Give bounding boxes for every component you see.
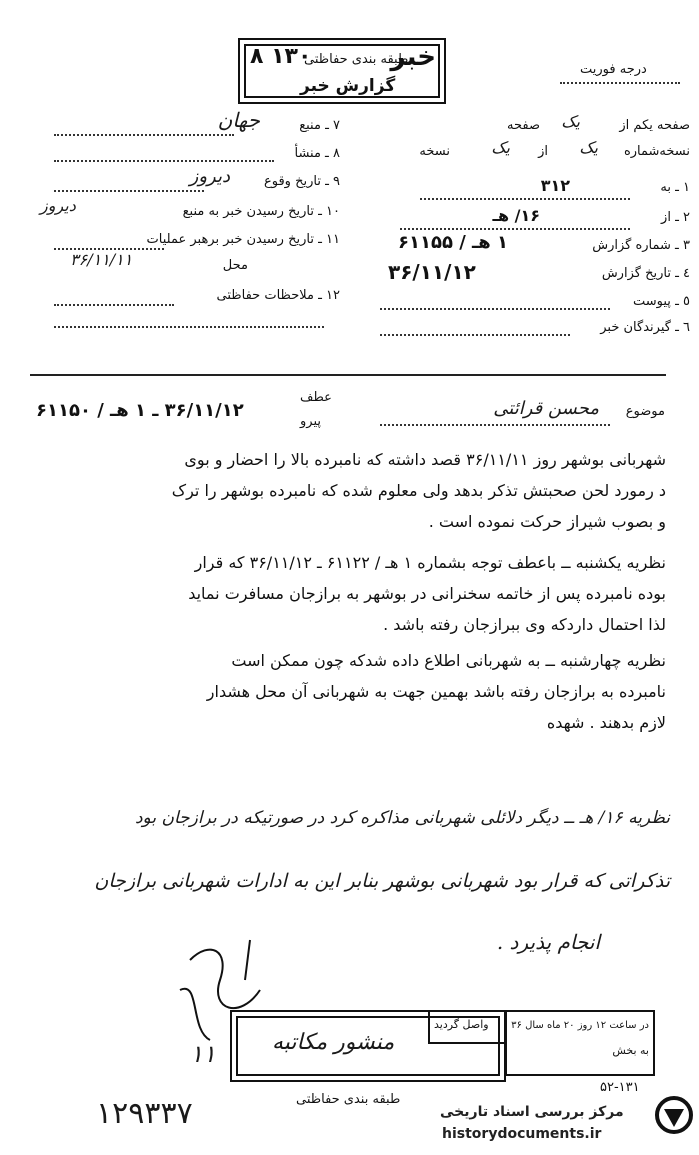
ops-received-label: ۱۱ ـ تاریخ رسیدن خبر برهبر عملیات: [146, 232, 340, 247]
meta-item-report-no-label: ۳ ـ شماره گزارش: [592, 238, 690, 253]
reference-label: عطف: [300, 390, 332, 405]
subject-value: محسن قرائتی: [493, 398, 599, 419]
classification-stamp: [238, 38, 446, 104]
archive-logo-icon: [654, 1095, 694, 1135]
copy-suffix: نسخه: [419, 144, 450, 159]
page-value: یک: [561, 112, 580, 131]
archive-number: ۱۲۹۳۳۷: [96, 1096, 193, 1131]
reference-label-2: پیرو: [300, 414, 321, 429]
report-body: [36, 450, 666, 744]
body-line: لازم بدهند . شهده: [546, 713, 666, 732]
handwritten-note-line1: نظریه ۱۶/ هـ ــ دیگر دلائلی شهربانی مذاکره کرد در صورتیکه در برازجان بود: [134, 808, 670, 828]
watermark-url: historydocuments.ir: [442, 1126, 602, 1142]
meta-item-from-value: ۱۶/ هـ: [492, 206, 540, 225]
body-line: نظریه یکشنبه ــ باعطف توجه بشماره ۱ هـ / ۶۱۱۲۲ ـ ۳۶/۱۱/۱۲ که قرار: [194, 553, 666, 572]
stamp-number: ۸ ۱۳۰: [250, 44, 312, 69]
page-label: صفحه یکم از: [619, 118, 690, 133]
subject-label: موضوع: [625, 404, 665, 419]
receipt-line2: به بخش: [612, 1044, 649, 1057]
watermark-title: مرکز بررسی اسناد تاریخی: [440, 1104, 624, 1120]
protective-notes-label: ۱۲ ـ ملاحظات حفاظتی: [216, 288, 340, 303]
receipt-line1: در ساعت ۱۲ روز ۲۰ ماه سال ۳۶: [511, 1020, 649, 1031]
left-meta: [40, 108, 340, 342]
handwritten-note-line3: انجام پذیرد .: [496, 930, 600, 954]
body-line: د رمورد لحن صحبتش تذکر بدهد ولی معلوم شده که نامبرده بوشهر را ترک: [171, 481, 666, 500]
copy-value: یک: [579, 138, 598, 157]
classification-label: طبقه بندی حفاظتی: [304, 52, 409, 67]
meta-item-recipients-label: ٦ ـ گیرندگان خبر: [600, 320, 690, 335]
origin-label: ۸ ـ منشأ: [294, 146, 340, 161]
location-label: محل: [222, 258, 248, 273]
source-label: ۷ ـ منبع: [299, 118, 340, 133]
meta-item-from-label: ۲ ـ از: [661, 210, 690, 225]
signature-mark: ۱۱: [190, 1040, 216, 1068]
received-stamp-text: واصل گردید: [434, 1018, 489, 1031]
reference-value: ۳۶/۱۱/۱۲ ـ ۱ هـ / ۶۱۱۵۰: [36, 400, 244, 421]
meta-item-report-date-label: ٤ ـ تاریخ گزارش: [601, 266, 690, 281]
stamp-word: خبر: [390, 42, 436, 72]
body-line: شهربانی بوشهر روز ۳۶/۱۱/۱۱ قصد داشته که نامبرده بالا را احضار و بوی: [184, 450, 666, 469]
location-value: ۳۶/۱۱/۱۱: [70, 250, 133, 269]
correspondence-stamp-text: منشور مکاتبه: [272, 1030, 395, 1055]
meta-item-report-date-value: ۳۶/۱۱/۱۲: [388, 260, 476, 284]
page-suffix: صفحه: [507, 118, 540, 133]
priority-label: درجه فوریت: [580, 62, 647, 77]
source-received-value: دیروز: [40, 196, 76, 215]
classification-bottom: طبقه بندی حفاظتی: [296, 1092, 401, 1107]
handwritten-note-line2: تذکراتی که قرار بود شهربانی بوشهر بنابر این به ادارات شهربانی برازجان: [94, 870, 670, 892]
meta-item-to-label: ۱ ـ به: [660, 180, 690, 195]
body-line: و بصوب شیراز حرکت نموده است .: [428, 512, 666, 531]
source-value: جهان: [217, 108, 260, 132]
form-code: ۵۲-۱۳۱: [600, 1080, 640, 1095]
separator-rule: [30, 374, 666, 376]
meta-item-report-no-value: ۱ هـ / ۶۱۱۵۵: [398, 232, 508, 253]
copy-of: از: [538, 144, 548, 159]
meta-item-to-value: ۳۱۲: [540, 176, 570, 195]
event-date-value: دیروز: [189, 166, 230, 187]
copy-total: یک: [491, 138, 510, 157]
receipt-box: [505, 1010, 655, 1076]
meta-item-attachment-label: ٥ ـ پیوست: [633, 294, 690, 309]
source-received-label: ۱۰ ـ تاریخ رسیدن خبر به منبع: [182, 204, 340, 219]
received-stamp: [428, 1010, 506, 1044]
body-line: نامبرده به برازجان رفته باشد بهمین جهت به شهربانی آن محل هشدار: [206, 682, 666, 701]
body-line: بوده نامبرده پس از خاتمه سخنرانی در بوشهر به برازجان مسافرت نماید: [188, 584, 666, 603]
event-date-label: ۹ ـ تاریخ وقوع: [263, 174, 340, 189]
right-meta: [360, 112, 690, 342]
body-line: نظریه چهارشنبه ــ به شهربانی اطلاع داده شدکه چون ممکن است: [231, 651, 666, 670]
copy-label: نسخه‌شماره: [623, 144, 690, 159]
body-line: لذا احتمال داردکه وی ببرازجان رفته باشد .: [383, 615, 666, 634]
report-title: گزارش خبر: [300, 76, 396, 96]
